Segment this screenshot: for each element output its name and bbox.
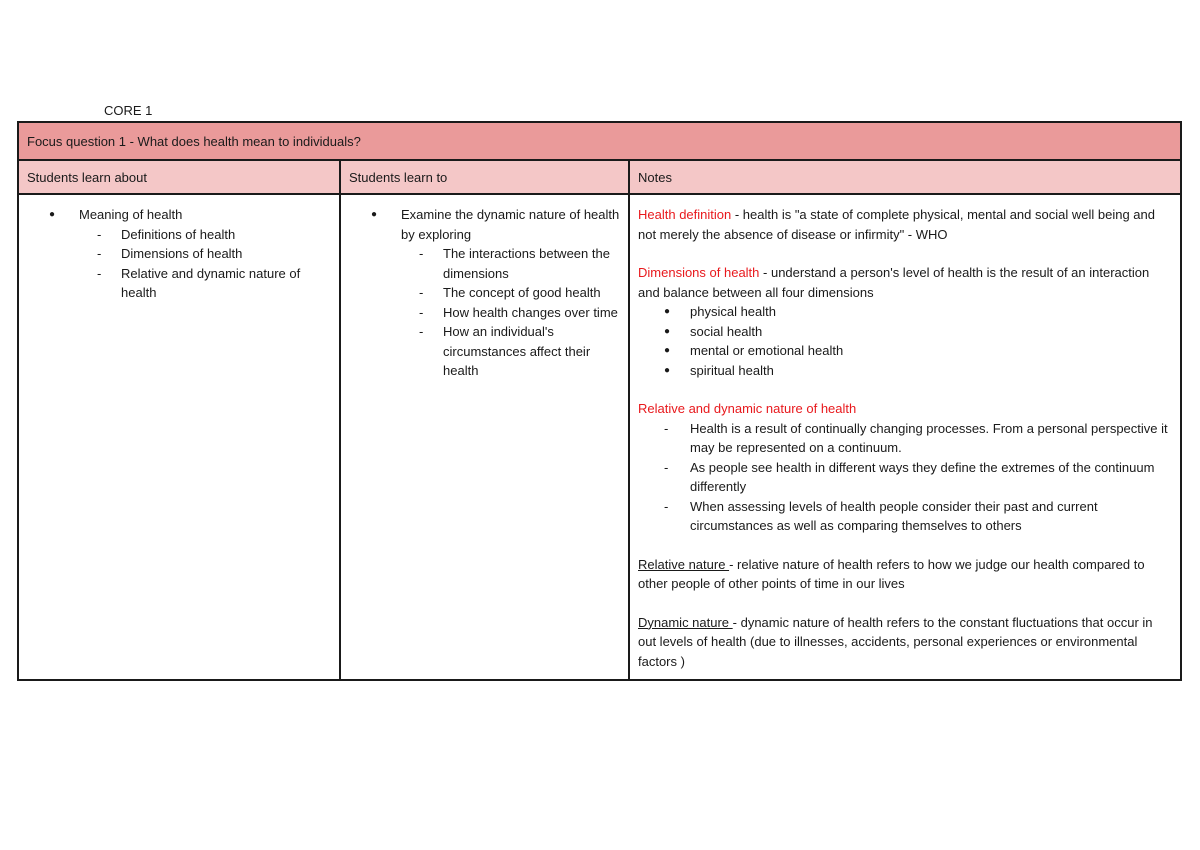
dynamic-nature-label: Dynamic nature [638,614,733,630]
learn-to-cell [340,194,629,680]
notes-cell [629,194,1181,680]
health-definition-heading: Health definition [638,207,732,222]
relative-dynamic-item: - Health is a result of continually changing processes. From a personal perspective it may be represented on a continuum. [638,419,1172,458]
relative-dynamic-heading: Relative and dynamic nature of health [638,401,857,416]
content-row [18,194,1181,680]
dimension-item: ● physical health [638,302,1172,322]
dimensions-text: - understand a person's level of health is the result of an interaction and balance between all four dimensions [638,265,1150,300]
column-header-row [18,160,1181,194]
curriculum-table [17,121,1182,681]
learn-about-cell [18,194,340,680]
dimension-item: ● mental or emotional health [638,341,1172,361]
dimension-item: ● social health [638,322,1172,342]
relative-nature-para [638,555,1172,594]
relative-nature-label: Relative nature [638,556,730,572]
column-header-learn-about: Students learn about [18,160,340,194]
relative-dynamic-item: - As people see health in different ways they define the extremes of the continuum differently [638,458,1172,497]
dimensions-list [638,302,1172,380]
health-definition-para [638,205,1172,244]
learn-to-item: - How an individual's circumstances affect their health [349,322,620,381]
learn-to-item: - The concept of good health [349,283,620,303]
learn-about-item: - Relative and dynamic nature of health [27,264,331,303]
learn-about-item: - Dimensions of health [27,244,331,264]
learn-about-bullet: ● Meaning of health [27,205,331,225]
relative-dynamic-list [638,419,1172,536]
focus-question-row [18,122,1181,160]
column-header-learn-to: Students learn to [340,160,629,194]
column-header-notes: Notes [629,160,1181,194]
core-label: CORE 1 [104,103,153,118]
relative-dynamic-item: - When assessing levels of health people consider their past and current circumstances as well as comparing themselves to others [638,497,1172,536]
dimensions-heading: Dimensions of health [638,265,760,280]
learn-to-list [349,205,620,381]
dimension-item: ● spiritual health [638,361,1172,381]
learn-to-item: - How health changes over time [349,303,620,323]
learn-about-item: - Definitions of health [27,225,331,245]
learn-to-item: - The interactions between the dimensions [349,244,620,283]
learn-about-list [27,205,331,303]
learn-to-bullet: ● Examine the dynamic nature of health by exploring [349,205,620,244]
focus-question: Focus question 1 - What does health mean to individuals? [18,122,1181,160]
dynamic-nature-text: - dynamic nature of health refers to the constant fluctuations that occur in out levels of health (due to illnesses, accidents, personal experiences or environmental factors ) [638,614,1153,669]
dimensions-para [638,263,1172,302]
health-definition-text: - health is "a state of complete physical, mental and social well being and not merely the absence of disease or infirmity" - WHO [638,207,1155,242]
dynamic-nature-para [638,613,1172,672]
relative-nature-text: - relative nature of health refers to how we judge our health compared to other people of other points of time in our lives [638,556,1145,591]
